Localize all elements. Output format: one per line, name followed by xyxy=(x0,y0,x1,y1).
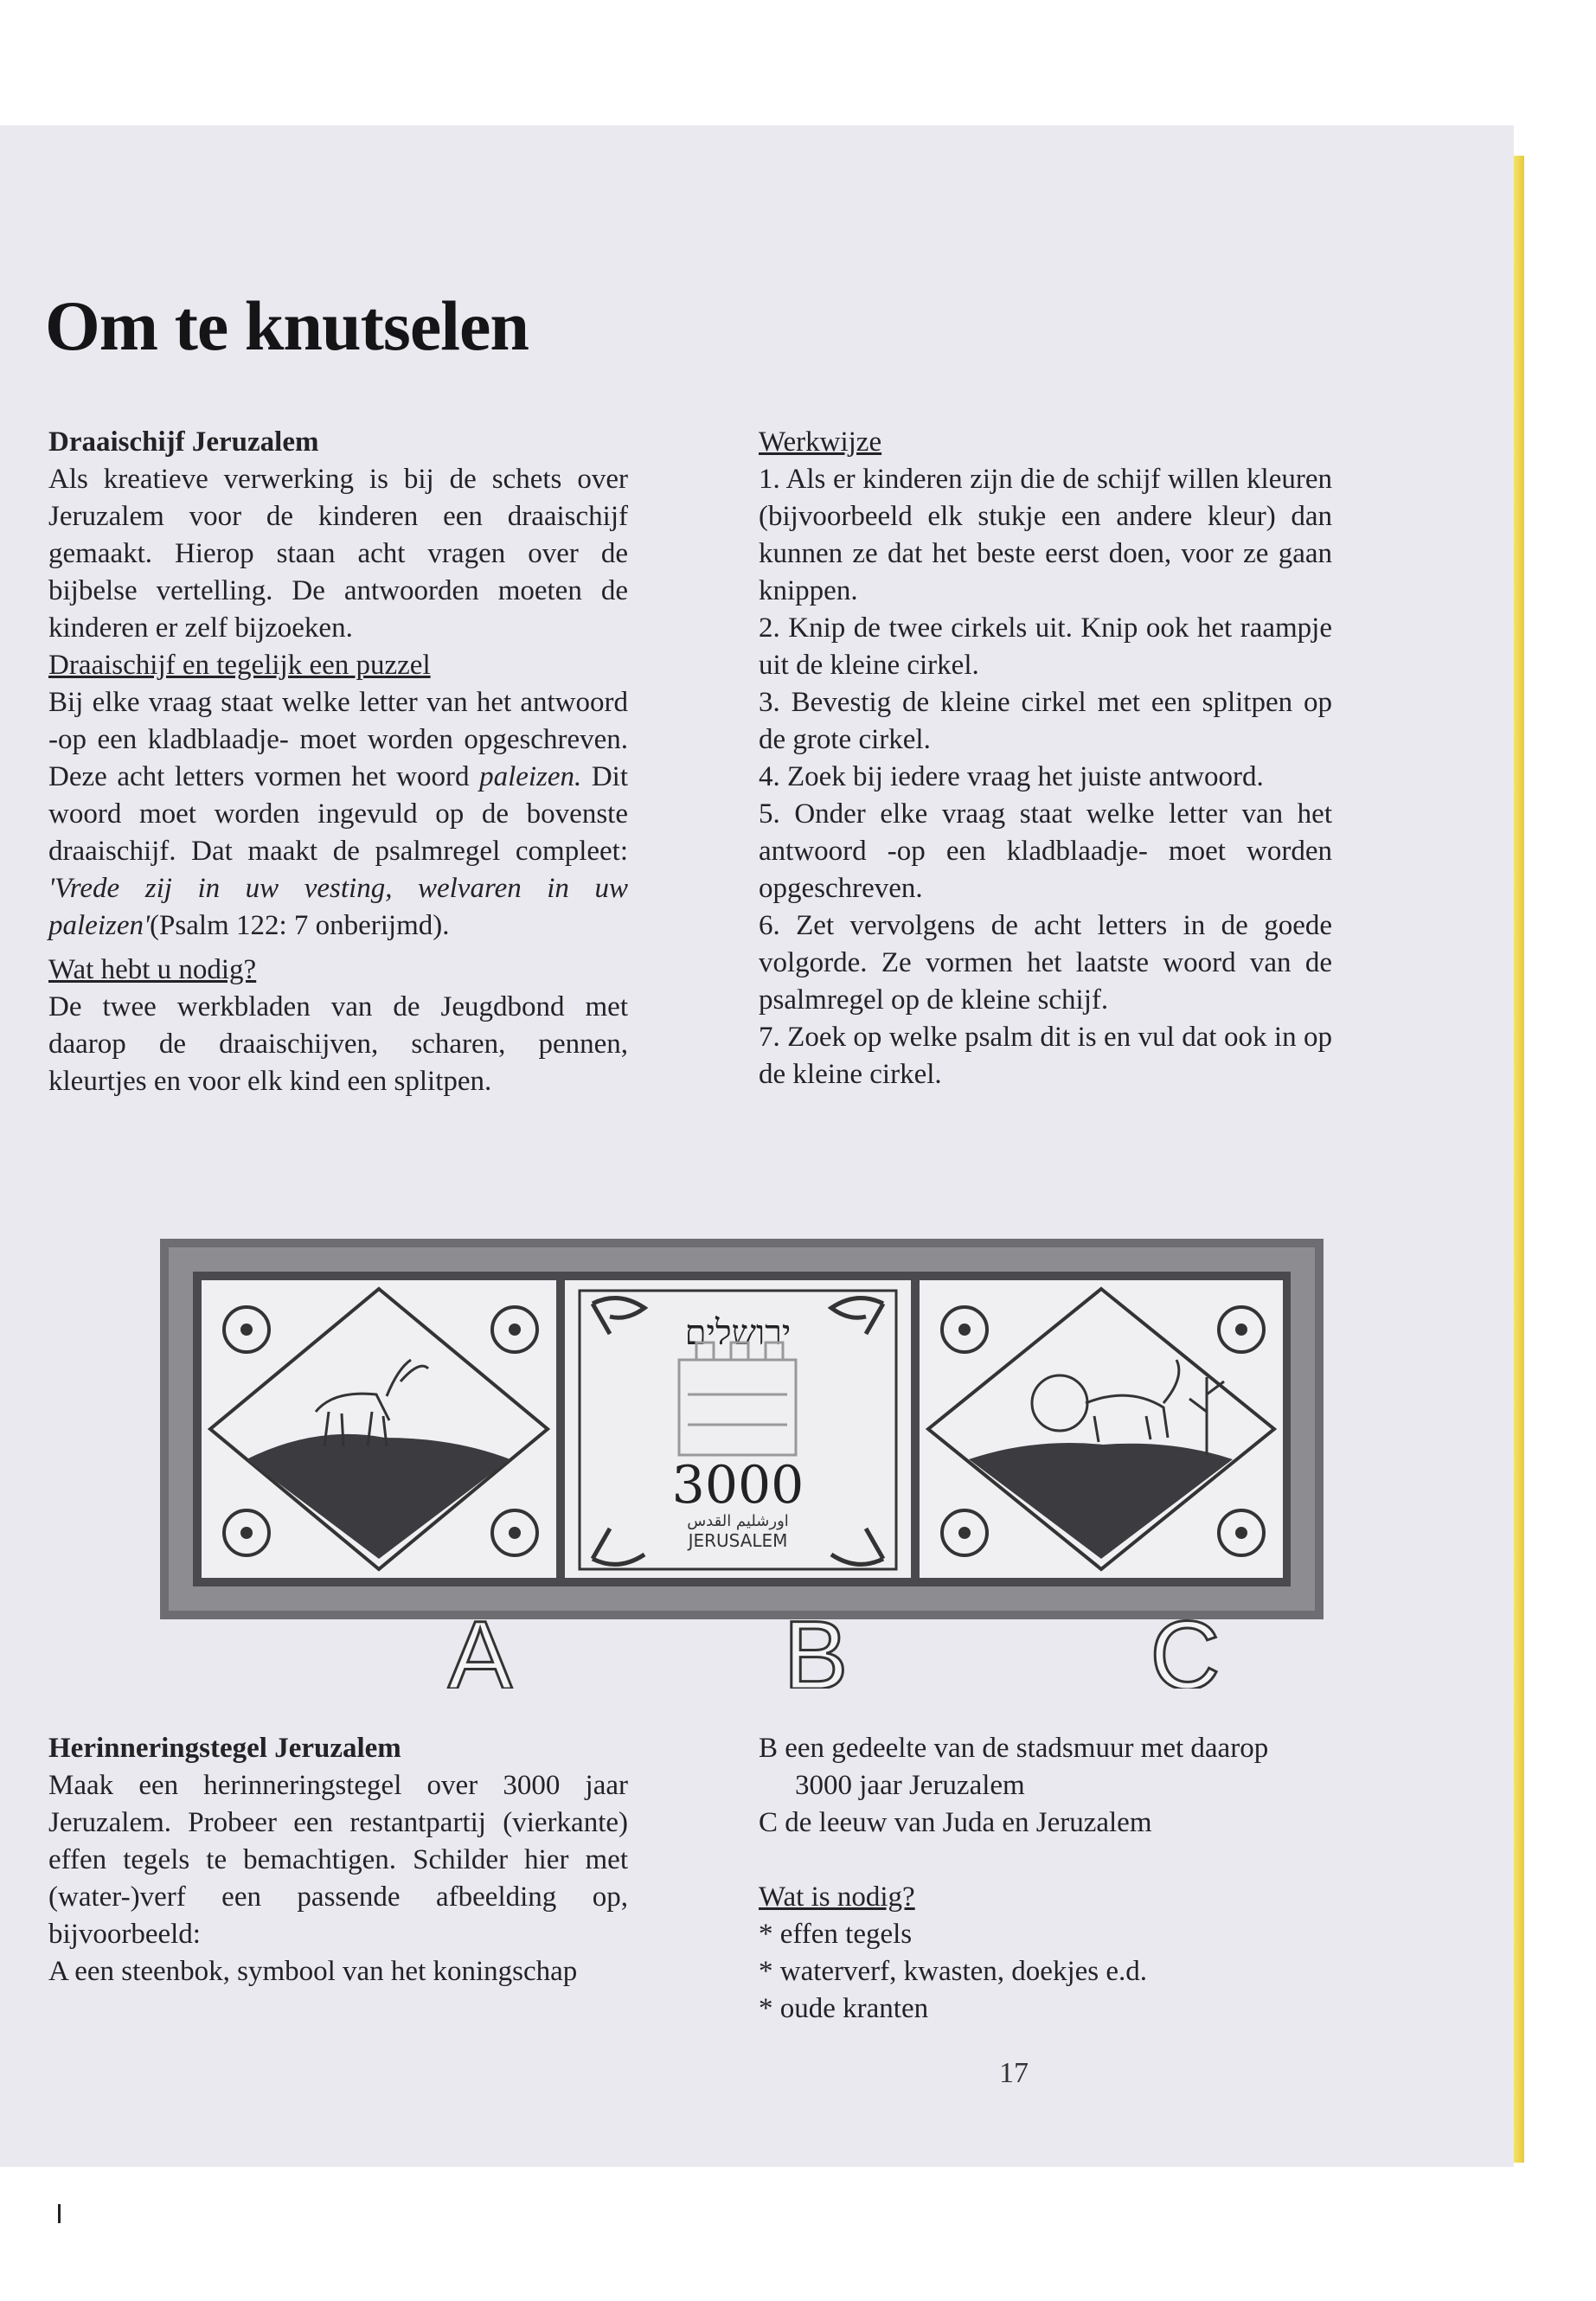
hebrew-text: ירושלים xyxy=(684,1313,792,1353)
bottom-right-column xyxy=(759,1730,1332,2028)
subheading: Wat is nodig? xyxy=(759,1881,915,1913)
step: 2. Knip de twee cirkels uit. Knip ook het raampje uit de kleine cirkel. xyxy=(759,612,1332,681)
step: 7. Zoek op welke psalm dit is en vul dat ook in op de kleine cirkel. xyxy=(759,1022,1332,1090)
list-item: * effen tegels xyxy=(759,1919,913,1950)
step: 4. Zoek bij iedere vraag het juiste antwoord. xyxy=(759,761,1264,792)
bottom-left-column xyxy=(48,1730,628,1990)
list-item: B een gedeelte van de stadsmuur met daarop 3000 jaar Jeruzalem xyxy=(759,1733,1269,1801)
tile-a xyxy=(202,1280,556,1578)
tile-b xyxy=(565,1280,911,1578)
step: 3. Bevestig de kleine cirkel met een splitpen op de grote cirkel. xyxy=(759,687,1332,755)
left-column xyxy=(48,424,628,1100)
label-a: A xyxy=(447,1601,513,1689)
list-item: A een steenbok, symbool van het koningschap xyxy=(48,1956,578,1987)
page-title: Om te knutselen xyxy=(45,286,529,365)
paragraph: Bij elke vraag staat welke letter van het antwoord -op een kladblaadje- moet worden opgeschreven. Deze acht letters vormen het woord paleizen. Dit woord moet worden ingevuld op de bovenste draaischijf. Dat maakt de psalmregel compleet: 'Vrede zij in uw vesting, welvaren in uw paleizen'(Psalm 122: 7 onberijmd). xyxy=(48,687,629,941)
number-3000: 3000 xyxy=(671,1455,804,1516)
section-heading: Draaischijf Jeruzalem xyxy=(48,426,319,458)
page-edge xyxy=(1514,156,1524,2163)
subheading: Draaischijf en tegelijk een puzzel xyxy=(48,650,431,681)
tile-illustration-svg xyxy=(160,1239,1324,1689)
subheading: Wat hebt u nodig? xyxy=(48,954,257,985)
section-heading: Herinneringstegel Jeruzalem xyxy=(48,1733,401,1764)
puzzle-word: paleizen. xyxy=(479,761,582,792)
list-item: * oude kranten xyxy=(759,1993,929,2024)
step: 6. Zet vervolgens de acht letters in de goede volgorde. Ze vormen het laatste woord van de psalmregel op de kleine schijf. xyxy=(759,910,1332,1016)
right-column xyxy=(759,424,1332,1093)
page-number: 17 xyxy=(999,2057,1029,2089)
subheading: Werkwijze xyxy=(759,426,882,458)
paragraph: Als kreatieve verwerking is bij de schets over Jeruzalem voor de kinderen een draaischijf gemaakt. Hierop staan acht vragen over de bijbelse vertelling. De antwoorden moeten de kinderen er zelf bijzoeken. xyxy=(48,464,628,644)
paragraph: De twee werkbladen van de Jeugdbond met daarop de draaischijven, scharen, pennen, kleurtjes en voor elk kind een splitpen. xyxy=(48,991,628,1097)
city-name: JERUSALEM xyxy=(688,1530,788,1551)
step: 1. Als er kinderen zijn die de schijf willen kleuren (bijvoorbeeld elk stukje een andere kleur) dan kunnen ze dat het beste eerst doen, voor ze gaan knippen. xyxy=(759,464,1332,606)
tile-c xyxy=(920,1280,1283,1578)
tile-illustration xyxy=(160,1239,1324,1689)
list-item: * waterverf, kwasten, doekjes e.d. xyxy=(759,1956,1147,1987)
psalm-quote: 'Vrede zij in uw vesting, welvaren in uw paleizen' xyxy=(48,873,628,941)
scan-mark xyxy=(58,2204,61,2223)
list-item: C de leeuw van Juda en Jeruzalem xyxy=(759,1807,1152,1838)
label-c: C xyxy=(1150,1601,1221,1689)
paragraph: Maak een herinneringstegel over 3000 jaar Jeruzalem. Probeer een restantpartij (vierkante) effen tegels te bemachtigen. Schilder hier met (water-)verf een passende afbeelding op, bijvoorbeeld: xyxy=(48,1770,628,1950)
arabic-text: اورشليم القدس xyxy=(687,1512,789,1530)
label-b: B xyxy=(783,1601,849,1689)
step: 5. Onder elke vraag staat welke letter van het antwoord -op een kladblaadje- moet worden opgeschreven. xyxy=(759,798,1332,904)
